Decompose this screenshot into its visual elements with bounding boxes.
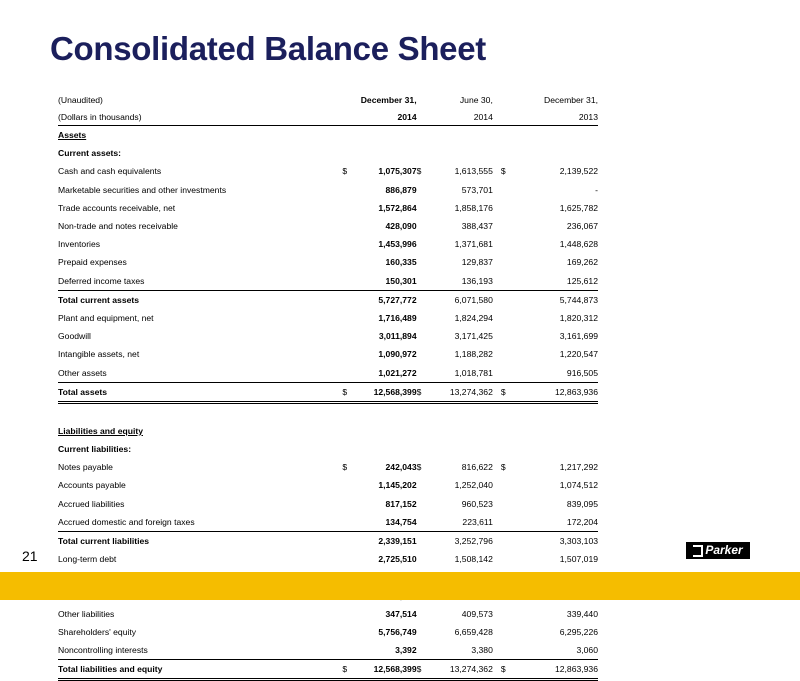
row-label: Shareholders' equity	[58, 626, 137, 637]
value-col1: 12,568,399	[357, 660, 417, 680]
value-col3: 236,067	[566, 221, 598, 232]
value-col1: 1,145,202	[378, 480, 417, 491]
value-col1: 3,011,894	[378, 331, 417, 342]
value-col3: 1,220,547	[559, 349, 598, 360]
row-label: Long-term debt	[58, 554, 117, 565]
value-col3: 169,262	[566, 257, 598, 268]
page-title: Consolidated Balance Sheet	[50, 30, 486, 67]
value-col1: 1,572,864	[378, 202, 417, 213]
value-col2: 409,573	[461, 608, 493, 619]
header-row-dates	[58, 92, 598, 108]
currency-symbol: $	[416, 166, 422, 177]
value-col3: 1,448,628	[559, 239, 598, 250]
parker-logo	[686, 542, 750, 559]
currency-symbol: $	[500, 462, 506, 473]
table-row	[58, 513, 598, 532]
value-col1: 886,879	[385, 184, 417, 195]
value-col1: 242,043	[385, 462, 417, 473]
parker-logo-text: Parker	[705, 543, 743, 557]
value-col3: $ 12,863,936	[493, 382, 598, 402]
table-row	[58, 327, 598, 345]
section-heading-assets	[58, 126, 598, 145]
table-row	[58, 235, 598, 253]
value-col1: 1,090,972	[378, 349, 417, 360]
page-number: 21	[22, 548, 38, 564]
value-col2: 129,837	[461, 257, 493, 268]
spacer-row	[58, 402, 598, 422]
value-col1: 2,725,510	[378, 554, 417, 565]
value-col3: 839,095	[566, 498, 598, 509]
value-col1: 5,756,749	[378, 626, 417, 637]
value-col2: 573,701	[461, 184, 493, 195]
table-row	[58, 162, 598, 180]
col3-year: 2013	[493, 108, 598, 126]
row-label: Noncontrolling interests	[58, 641, 342, 660]
total-row	[58, 531, 598, 550]
value-col3: 1,074,512	[559, 480, 598, 491]
currency-symbol: $	[342, 382, 356, 402]
value-col1: 347,514	[385, 608, 417, 619]
value-col3: 172,204	[493, 513, 598, 532]
value-col2: 1,018,781	[417, 363, 493, 382]
value-col3: 1,820,312	[559, 312, 598, 323]
table-row	[58, 345, 598, 363]
value-col3: $ 2,139,522	[493, 162, 598, 180]
total-row	[58, 382, 598, 402]
value-col3: 916,505	[493, 363, 598, 382]
liabilities-heading: Liabilities and equity	[58, 425, 143, 436]
table-row	[58, 495, 598, 513]
table-row	[58, 253, 598, 271]
table-row	[58, 199, 598, 217]
row-label: Accrued liabilities	[58, 498, 125, 509]
value-col2: 3,380	[417, 641, 493, 660]
value-col2: 1,188,282	[454, 349, 493, 360]
table-row	[58, 309, 598, 327]
current-assets-label: Current assets:	[58, 148, 122, 159]
value-col3: -	[595, 184, 598, 195]
value-col1: 428,090	[385, 221, 417, 232]
table-row	[58, 623, 598, 641]
row-label: Total current liabilities	[58, 536, 150, 547]
currency-symbol: $	[342, 166, 348, 177]
value-col3: 3,161,699	[559, 331, 598, 342]
value-col1: 3,392	[357, 641, 417, 660]
value-col3: 5,744,873	[559, 294, 598, 305]
row-label: Deferred income taxes	[58, 272, 342, 291]
currency-symbol: $	[342, 660, 356, 680]
value-col1: 1,716,489	[378, 312, 417, 323]
value-col2: 960,523	[461, 498, 493, 509]
total-row	[58, 660, 598, 680]
row-label: Inventories	[58, 239, 101, 250]
col1-header: December 31,	[360, 95, 417, 105]
value-col1: 134,754	[357, 513, 417, 532]
value-col1: 5,727,772	[378, 294, 417, 305]
subheading-current-assets	[58, 144, 598, 162]
unaudited-label: (Unaudited)	[58, 95, 103, 105]
value-col2: 1,824,294	[454, 312, 493, 323]
value-col1: 1,453,996	[378, 239, 417, 250]
value-col2: 223,611	[417, 513, 493, 532]
row-label: Non-trade and notes receivable	[58, 221, 178, 232]
table-row	[58, 641, 598, 660]
table-row	[58, 550, 598, 568]
value-col2: 1,252,040	[454, 480, 493, 491]
value-col2: $ 13,274,362	[417, 382, 493, 402]
currency-symbol: $	[416, 462, 422, 473]
row-label: Accrued domestic and foreign taxes	[58, 513, 342, 532]
currency-symbol: $	[416, 386, 422, 397]
value-col1: 1,021,272	[357, 363, 417, 382]
value-col3: 6,295,226	[559, 626, 598, 637]
value-col2: 6,071,580	[454, 294, 493, 305]
value-col2: 136,193	[417, 272, 493, 291]
currency-symbol: $	[342, 462, 348, 473]
row-label: Prepaid expenses	[58, 257, 127, 268]
col1-year: 2014	[357, 108, 417, 126]
value-col3: $ 1,217,292	[493, 458, 598, 476]
value-col3: 1,625,782	[559, 202, 598, 213]
row-label: Other assets	[58, 363, 342, 382]
assets-heading: Assets	[58, 130, 87, 141]
row-label: Accounts payable	[58, 480, 126, 491]
currency-symbol: $	[500, 166, 506, 177]
value-col2: 1,858,176	[454, 202, 493, 213]
row-label: Total current assets	[58, 294, 140, 305]
value-col3: 1,507,019	[559, 554, 598, 565]
value-col1: 150,301	[357, 272, 417, 291]
currency-symbol: $	[500, 386, 506, 397]
total-row	[58, 290, 598, 309]
value-col2: 1,508,142	[454, 554, 493, 565]
section-heading-liabilities	[58, 422, 598, 440]
value-col3: 339,440	[566, 608, 598, 619]
subheading-current-liabilities	[58, 440, 598, 458]
currency-symbol: $	[416, 664, 422, 675]
table-row	[58, 605, 598, 623]
value-col2: 388,437	[461, 221, 493, 232]
value-col2: $ 816,622	[416, 462, 493, 473]
parker-logo-mark-icon	[693, 545, 703, 557]
units-label: (Dollars in thousands)	[58, 108, 342, 126]
value-col2: 3,171,425	[454, 331, 493, 342]
col2-header: June 30,	[459, 95, 493, 105]
value-col2: $ 13,274,362	[417, 660, 493, 680]
table-row	[58, 458, 598, 476]
value-col3: 3,060	[493, 641, 598, 660]
value-col1: 12,568,399	[357, 382, 417, 402]
currency-symbol: $	[500, 664, 506, 675]
value-col3: 3,303,103	[559, 536, 598, 547]
value-col2: 3,252,796	[454, 536, 493, 547]
footer-bar	[0, 572, 800, 600]
row-label: Plant and equipment, net	[58, 312, 154, 323]
current-liabilities-label: Current liabilities:	[58, 444, 132, 455]
value-col2: 1,371,681	[454, 239, 493, 250]
row-label: Intangible assets, net	[58, 349, 140, 360]
value-col1: 817,152	[385, 498, 417, 509]
value-col1: 160,335	[385, 257, 417, 268]
row-label: Cash and cash equivalents	[58, 166, 162, 177]
table-row	[58, 217, 598, 235]
table-row	[58, 363, 598, 382]
table-row	[58, 272, 598, 291]
row-label: Marketable securities and other investments	[58, 184, 227, 195]
row-label: Trade accounts receivable, net	[58, 202, 176, 213]
row-label: Notes payable	[58, 462, 113, 473]
row-label: Total assets	[58, 382, 342, 402]
row-label: Other liabilities	[58, 608, 115, 619]
col2-year: 2014	[417, 108, 493, 126]
value-col2: $ 1,613,555	[416, 166, 493, 177]
row-label: Goodwill	[58, 331, 91, 342]
value-col3: $ 12,863,936	[493, 660, 598, 680]
value-col1: 1,075,307	[378, 166, 417, 177]
value-col3: 125,612	[493, 272, 598, 291]
col3-header: December 31,	[544, 95, 598, 105]
value-col2: 6,659,428	[454, 626, 493, 637]
row-label: Total liabilities and equity	[58, 660, 342, 680]
header-row-years	[58, 108, 598, 126]
table-row	[58, 476, 598, 494]
value-col1: 2,339,151	[378, 536, 417, 547]
table-row	[58, 181, 598, 199]
